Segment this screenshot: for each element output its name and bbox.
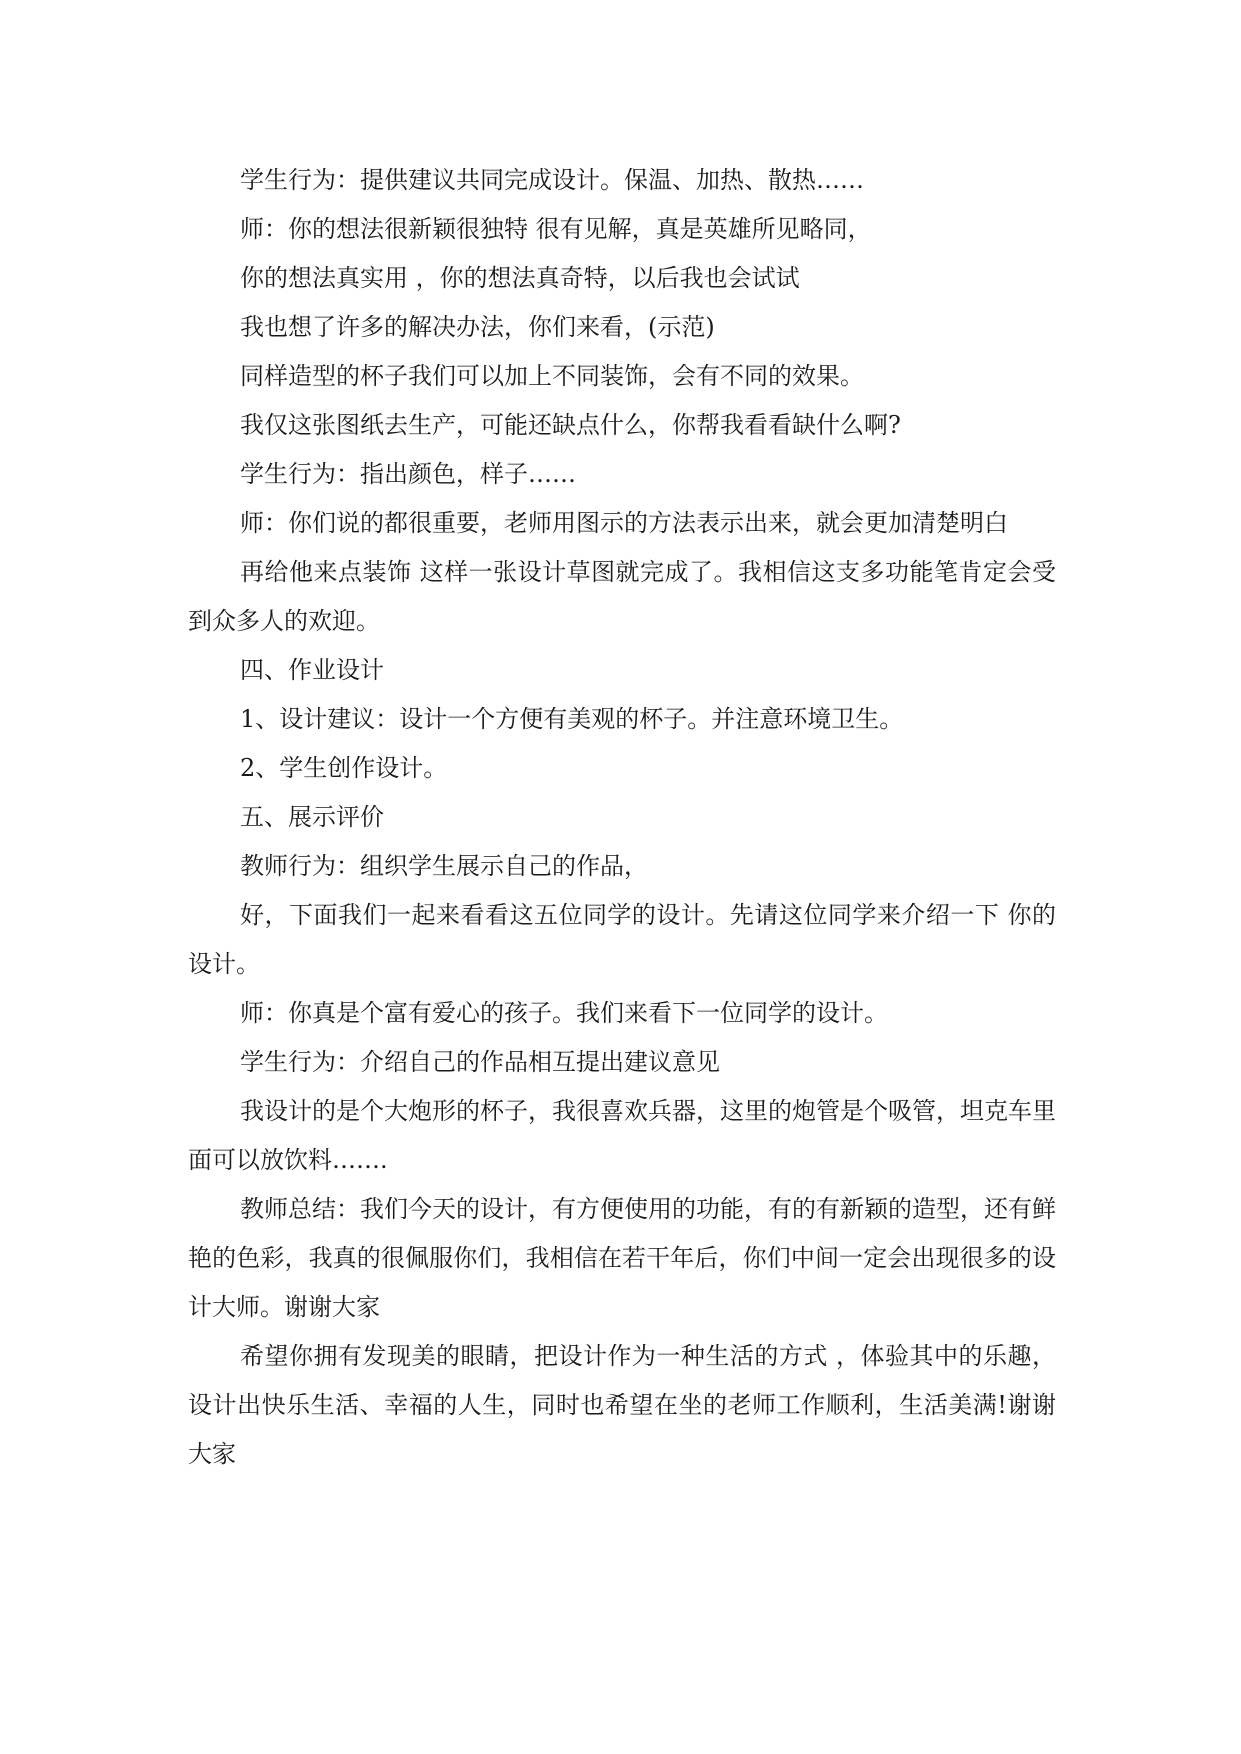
paragraph: 你的想法真实用 ，你的想法真奇特，以后我也会试试 [240, 264, 800, 292]
paragraph: 再给他来点装饰 这样一张设计草图就完成了。我相信这支多功能笔肯定会受到众多人的欢迎。 [188, 558, 1056, 635]
paragraph: 师：你的想法很新颖很独特 很有见解，真是英雄所见略同， [240, 215, 872, 243]
section-heading: 五、展示评价 [240, 803, 384, 831]
paragraph: 师：你真是个富有爱心的孩子。我们来看下一位同学的设计。 [240, 999, 888, 1027]
paragraph: 同样造型的杯子我们可以加上不同装饰，会有不同的效果。 [240, 362, 864, 390]
paragraph: 我仅这张图纸去生产，可能还缺点什么，你帮我看看缺什么啊? [240, 411, 901, 439]
document-body [188, 156, 1056, 1479]
paragraph: 2、学生创作设计。 [240, 754, 448, 782]
paragraph: 希望你拥有发现美的眼睛，把设计作为一种生活的方式 ，体验其中的乐趣，设计出快乐生活、幸福的人生，同时也希望在坐的老师工作顺利，生活美满!谢谢大家 [188, 1342, 1056, 1468]
paragraph: 教师总结：我们今天的设计，有方便使用的功能，有的有新颖的造型，还有鲜艳的色彩，我真的很佩服你们，我相信在若干年后，你们中间一定会出现很多的设计大师。谢谢大家 [188, 1195, 1056, 1321]
paragraph: 我设计的是个大炮形的杯子，我很喜欢兵器，这里的炮管是个吸管，坦克车里面可以放饮料……. [188, 1097, 1056, 1174]
paragraph: 教师行为：组织学生展示自己的作品， [240, 852, 648, 880]
paragraph: 我也想了许多的解决办法，你们来看，(示范) [240, 313, 715, 341]
paragraph: 师：你们说的都很重要，老师用图示的方法表示出来，就会更加清楚明白 [240, 509, 1008, 537]
paragraph: 1、设计建议：设计一个方便有美观的杯子。并注意环境卫生。 [240, 705, 904, 733]
paragraph: 好，下面我们一起来看看这五位同学的设计。先请这位同学来介绍一下 你的设计。 [188, 901, 1056, 978]
section-heading: 四、作业设计 [240, 656, 384, 684]
paragraph: 学生行为：提供建议共同完成设计。保温、加热、散热…… [240, 166, 864, 194]
paragraph: 学生行为：介绍自己的作品相互提出建议意见 [240, 1048, 720, 1076]
paragraph: 学生行为：指出颜色，样子…… [240, 460, 576, 488]
